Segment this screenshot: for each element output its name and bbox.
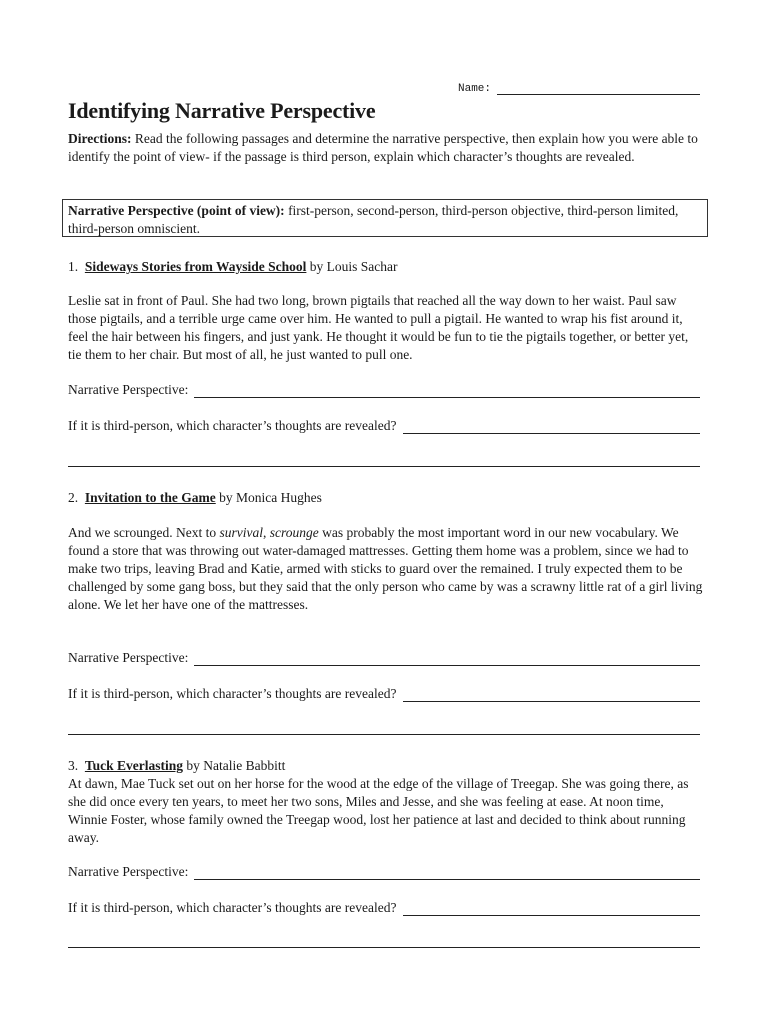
book-title: Sideways Stories from Wayside School	[84, 259, 307, 274]
question-1-extra-answer-line[interactable]	[68, 466, 700, 467]
thoughts-prompt: If it is third-person, which character’s thoughts are revealed?	[68, 900, 397, 915]
question-1-passage: Leslie sat in front of Paul. She had two long, brown pigtails that reached all the way down to her waist. Paul saw those pigtails, and a terrible urge came over him. He wanted to pull a pigtail. He wanted to wrap his fist around it, feel the hair between his fingers, and just yank. He thought it would be fun to tie the pigtails together, or better yet, tie them to her chair. But most of all, he just wanted to pull one.	[68, 293, 689, 362]
question-1-perspective-row	[68, 381, 700, 398]
directions-text: Read the following passages and determine the narrative perspective, then explain how you were able to identify the point of view- if the passage is third person, explain which character’s thoughts are revealed.	[68, 131, 698, 164]
thoughts-answer-line[interactable]	[403, 420, 701, 434]
question-2-perspective-row	[68, 649, 700, 666]
directions-label: Directions:	[68, 131, 132, 146]
perspective-answer-line[interactable]	[194, 652, 700, 666]
thoughts-answer-line[interactable]	[403, 902, 701, 916]
question-1-thoughts-row	[68, 417, 700, 434]
perspective-answer-line[interactable]	[194, 384, 700, 398]
question-2-extra-answer-line[interactable]	[68, 734, 700, 735]
passage-emphasis: survival	[219, 525, 263, 540]
book-title: Tuck Everlasting	[84, 758, 184, 773]
passage-text: And we scrounged. Next to	[68, 525, 220, 540]
question-3-extra-answer-line[interactable]	[68, 947, 700, 948]
passage-emphasis: scrounge	[269, 525, 319, 540]
passage-text: ,	[262, 525, 270, 540]
name-blank-line[interactable]	[497, 82, 700, 95]
book-title: Invitation to the Game	[84, 490, 216, 505]
definition-label: Narrative Perspective (point of view):	[68, 203, 285, 218]
thoughts-prompt: If it is third-person, which character’s thoughts are revealed?	[68, 686, 397, 701]
question-3-heading	[68, 757, 285, 774]
question-3-passage: At dawn, Mae Tuck set out on her horse for the wood at the edge of the village of Treegap. She was going there, as she did once every ten years, to meet her two sons, Miles and Jesse, and she was feeling at ease. At noon time, Winnie Foster, whose family owned the Treegap wood, lost her patience at last and decided to think about running away.	[68, 776, 689, 845]
question-number: 3.	[68, 758, 79, 773]
perspective-prompt: Narrative Perspective:	[68, 864, 189, 879]
question-3-perspective-row	[68, 863, 700, 880]
question-2-heading	[68, 489, 322, 506]
question-2-passage	[68, 524, 704, 614]
perspective-prompt: Narrative Perspective:	[68, 650, 189, 665]
definition-text: first-person, second-person, third-person objective, third-person limited, third-person omniscient.	[68, 203, 679, 236]
thoughts-prompt: If it is third-person, which character’s thoughts are revealed?	[68, 418, 397, 433]
book-author: by Louis Sachar	[309, 259, 398, 274]
passage-text: was probably the most important word in our new vocabulary. We found a store that was throwing out water-damaged mattresses. Getting them home was a problem, since we had to make two trips, leaving Brad and Katie, armed with sticks to guard over the remained. I truly expected them to be challenged by some gang boss, but they said that the only person who came by was a scrawny little rat of a girl living alone. We let her have one of the mattresses.	[68, 525, 703, 612]
perspective-prompt: Narrative Perspective:	[68, 382, 189, 397]
question-2-thoughts-row	[68, 685, 700, 702]
directions	[68, 130, 704, 165]
question-1-heading	[68, 258, 398, 275]
page-title: Identifying Narrative Perspective	[68, 98, 376, 123]
book-author: by Monica Hughes	[219, 490, 322, 505]
perspective-answer-line[interactable]	[194, 866, 700, 880]
question-number: 2.	[68, 490, 79, 505]
thoughts-answer-line[interactable]	[403, 688, 701, 702]
name-field	[458, 82, 700, 95]
name-label: Name:	[458, 83, 492, 95]
book-author: by Natalie Babbitt	[186, 758, 286, 773]
question-3-thoughts-row	[68, 899, 700, 916]
definition-box	[62, 199, 708, 237]
question-number: 1.	[68, 259, 79, 274]
